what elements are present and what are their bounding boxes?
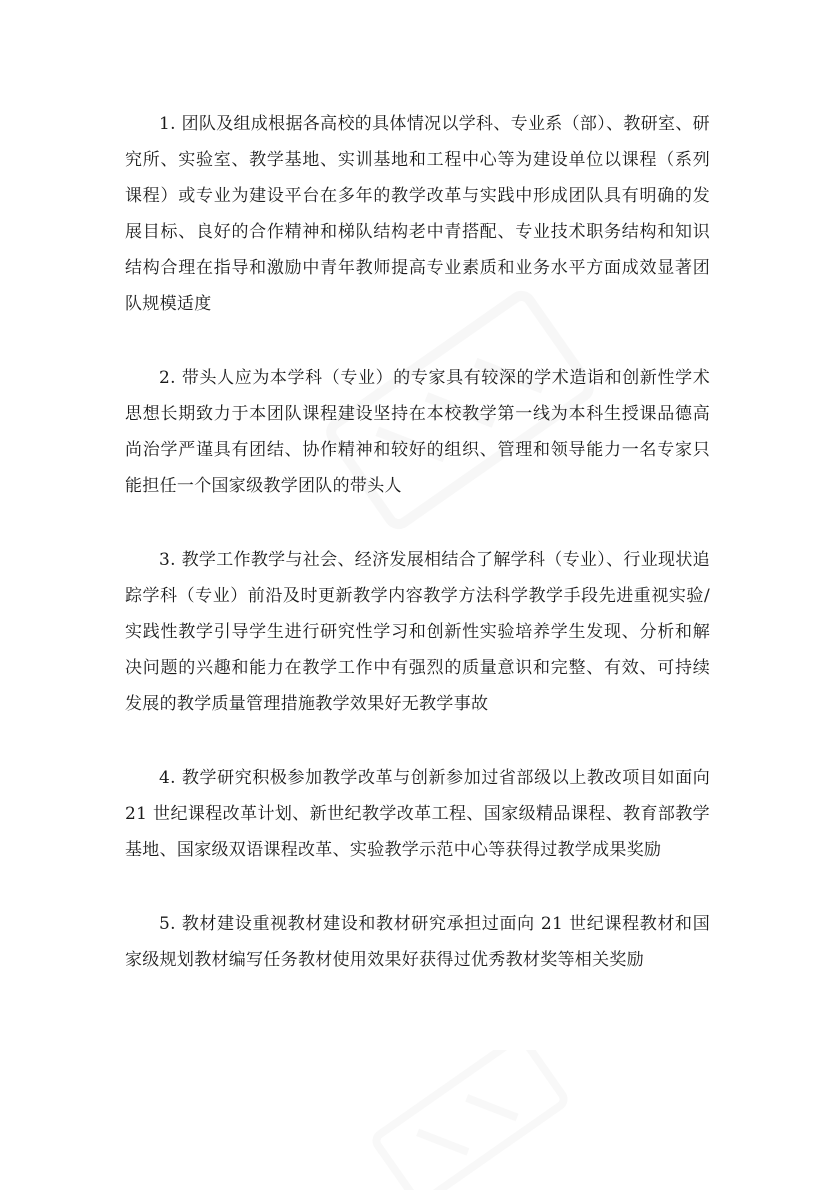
paragraph-3-number: 3. <box>159 550 176 570</box>
document-body <box>125 106 710 1016</box>
paragraph-1-text: 团队及组成根据各高校的具体情况以学科、专业系（部）、教研室、研究所、实验室、教学基地、实训基地和工程中心等为建设单位以课程（系列课程）或专业为建设平台在多年的教学改革与实践中形成团队具有明确的发展目标、良好的合作精神和梯队结构老中青搭配、专业技术职务结构和知识结构合理在指导和激励中青年教师提高专业素质和业务水平方面成效显著团队规模适度 <box>125 114 710 314</box>
paragraph-4-number: 4. <box>159 768 176 788</box>
watermark-logo-bottom <box>360 1050 580 1190</box>
paragraph-5-text: 教材建设重视教材建设和教材研究承担过面向 21 世纪课程教材和国家级规划教材编写任务教材使用效果好获得过优秀教材奖等相关奖励 <box>125 914 710 970</box>
paragraph-1 <box>125 106 710 322</box>
paragraph-4-text: 教学研究积极参加教学改革与创新参加过省部级以上教改项目如面向 21 世纪课程改革计划、新世纪教学改革工程、国家级精品课程、教育部教学基地、国家级双语课程改革、实验教学示范中心等获得过教学成果奖励 <box>125 768 710 860</box>
paragraph-3-text: 教学工作教学与社会、经济发展相结合了解学科（专业）、行业现状追踪学科（专业）前沿及时更新教学内容教学方法科学教学手段先进重视实验/实践性教学引导学生进行研究性学习和创新性实验培养学生发现、分析和解决问题的兴趣和能力在教学工作中有强烈的质量意识和完整、有效、可持续发展的教学质量管理措施教学效果好无教学事故 <box>125 550 710 714</box>
paragraph-1-number: 1. <box>159 114 176 134</box>
paragraph-5 <box>125 906 710 978</box>
paragraph-5-number: 5. <box>159 914 176 934</box>
paragraph-3 <box>125 542 710 722</box>
paragraph-2 <box>125 360 710 504</box>
paragraph-4 <box>125 760 710 868</box>
paragraph-2-text: 带头人应为本学科（专业）的专家具有较深的学术造诣和创新性学术思想长期致力于本团队课程建设坚持在本校教学第一线为本科生授课品德高尚治学严谨具有团结、协作精神和较好的组织、管理和领导能力一名专家只能担任一个国家级教学团队的带头人 <box>125 368 710 496</box>
paragraph-2-number: 2. <box>159 368 176 388</box>
